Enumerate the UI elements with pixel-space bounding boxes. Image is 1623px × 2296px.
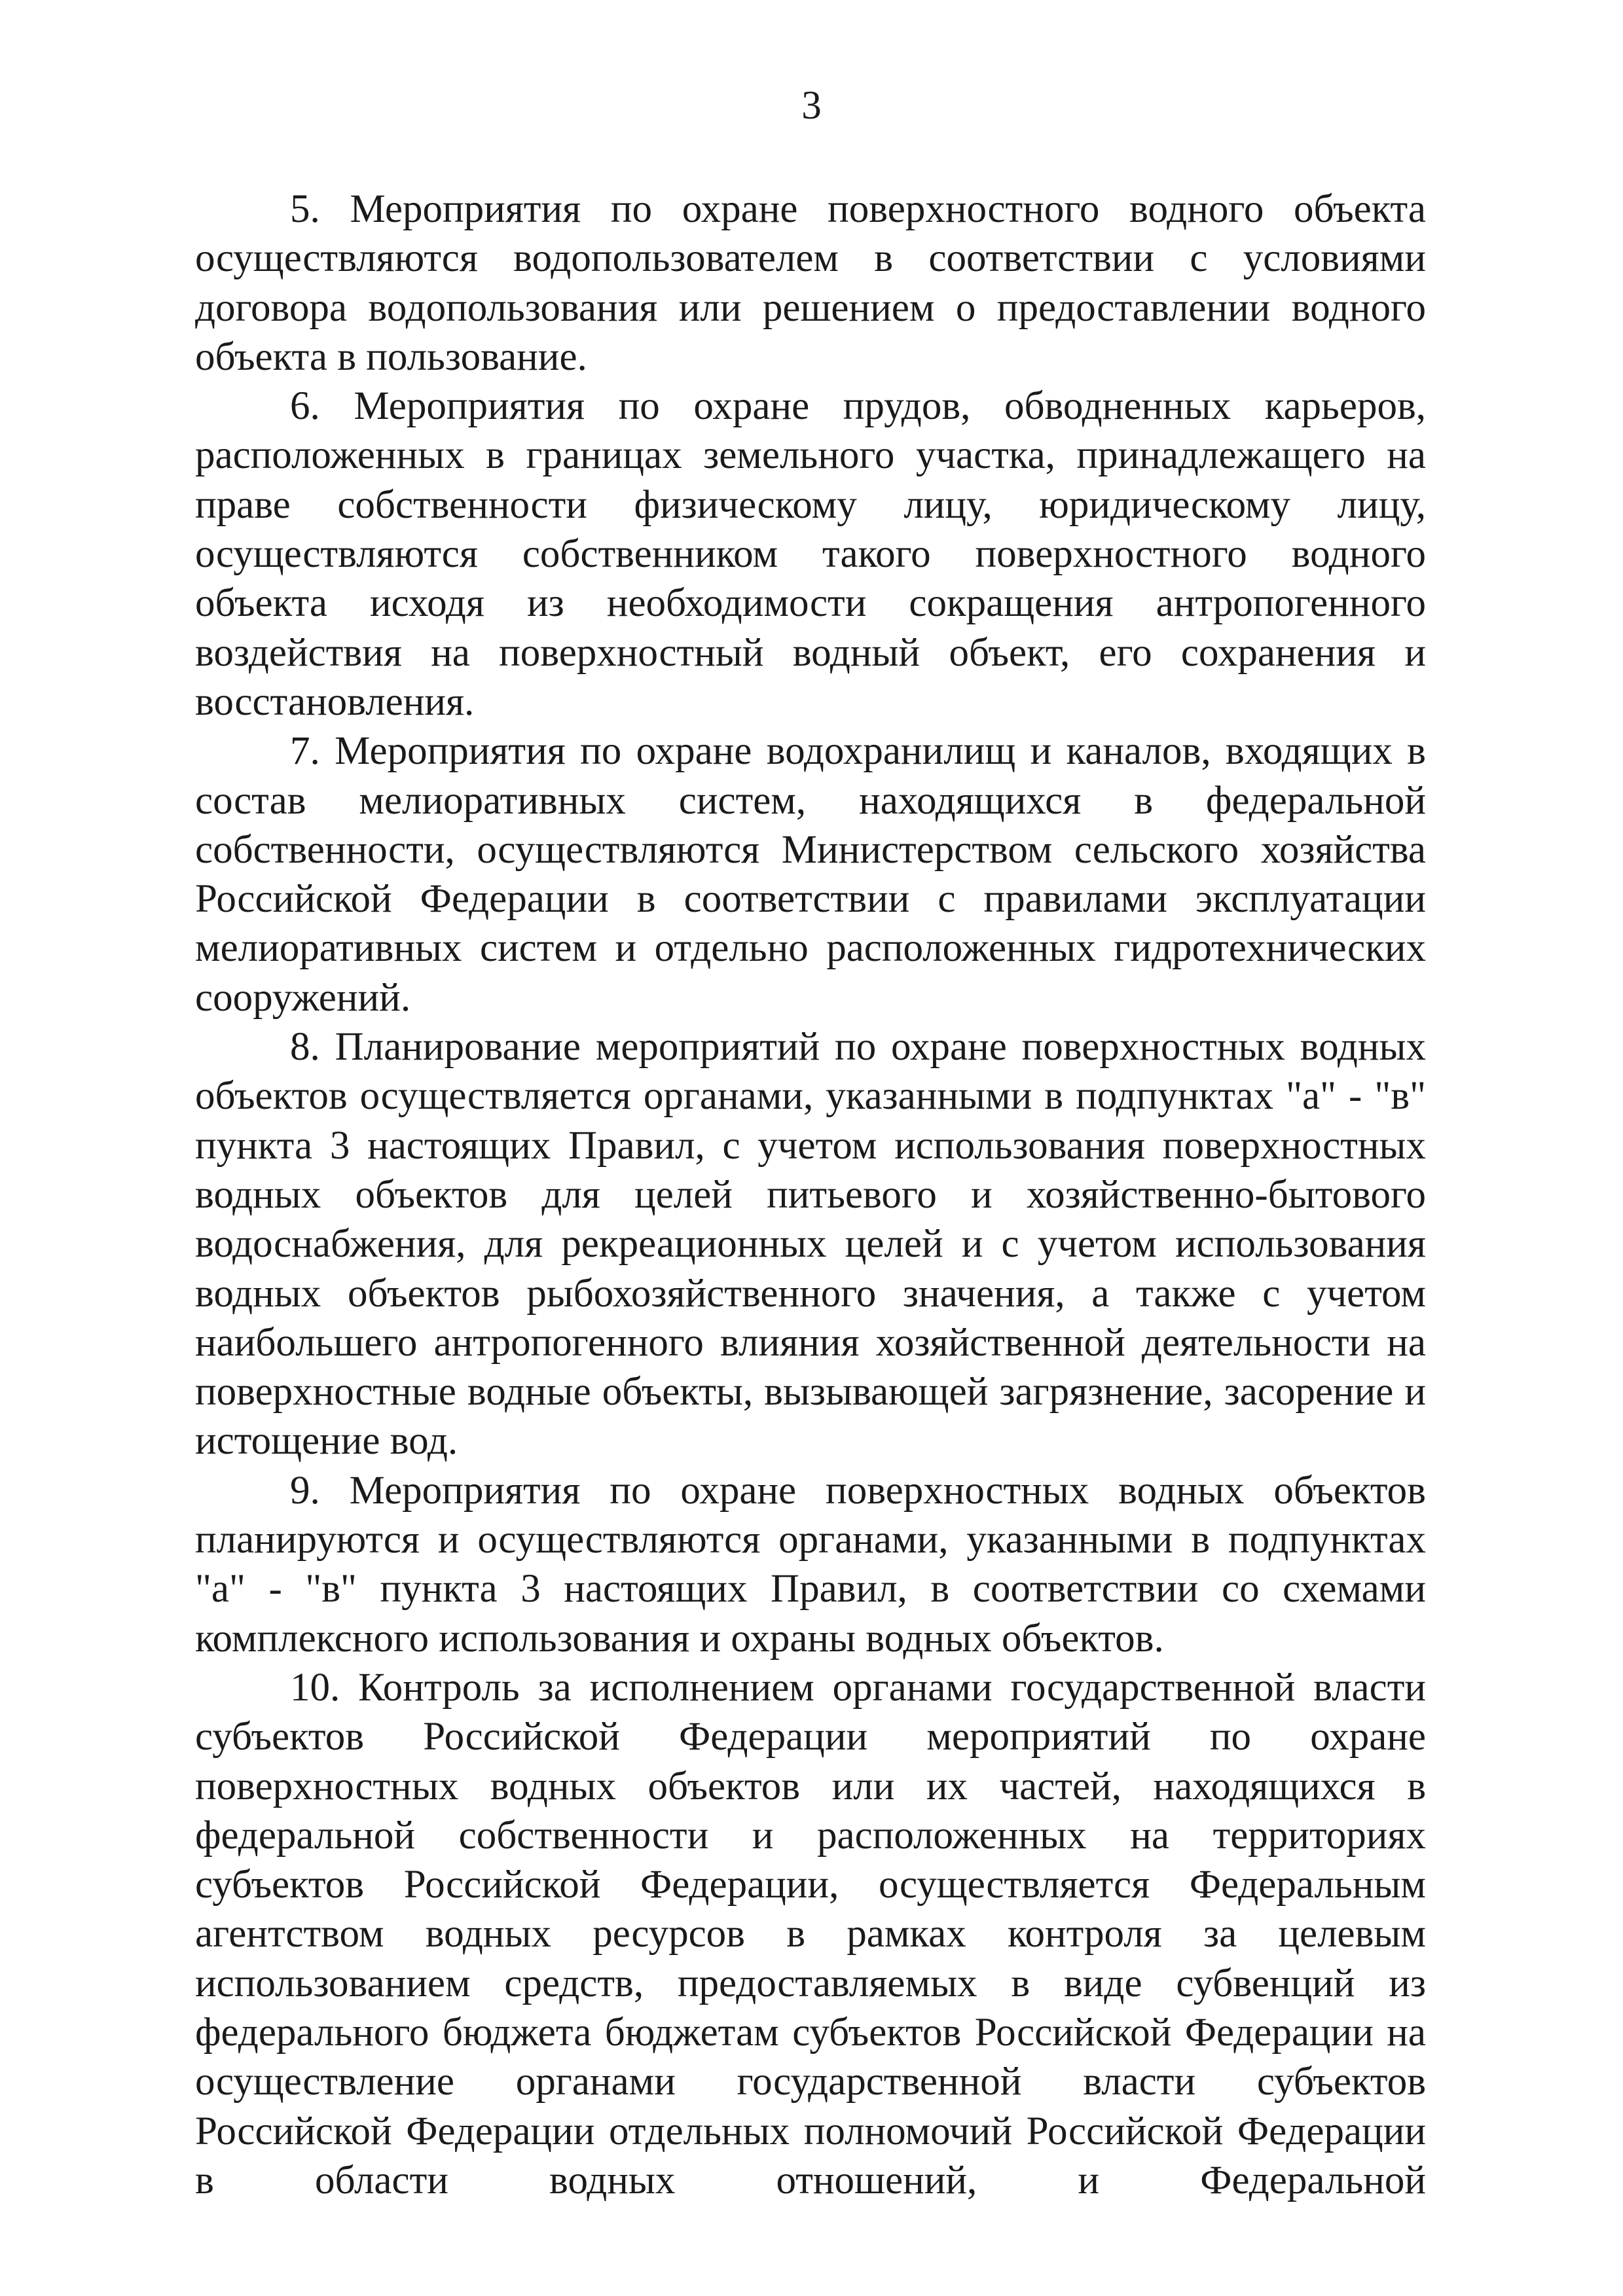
paragraph-9: 9. Мероприятия по охране поверхностных водных объектов планируются и осуществляются органами, указанными в подпунктах "а" - "в" пункта 3 настоящих Правил, в соответствии со схемами комплексного использования и охраны водных объектов. (195, 1468, 1426, 1660)
paragraph-6: 6. Мероприятия по охране прудов, обводненных карьеров, расположенных в границах земельного участка, принадлежащего на праве собственности физическому лицу, юридическому лицу, осуществляются собственником такого поверхностного водного объекта исходя из необходимости сокращения антропогенного воздействия на поверхностный водный объект, его сохранения и восстановления. (195, 384, 1426, 724)
paragraph-7: 7. Мероприятия по охране водохранилищ и каналов, входящих в состав мелиоративных систем, находящихся в федеральной собственности, осуществляются Министерством сельского хозяйства Российской Федерации в соответствии с правилами эксплуатации мелиоративных систем и отдельно расположенных гидротехнических сооружений. (195, 729, 1426, 1020)
paragraph-8: 8. Планирование мероприятий по охране поверхностных водных объектов осуществляется органами, указанными в подпунктах "а" - "в" пункта 3 настоящих Правил, с учетом использования поверхностных водных объектов для целей питьевого и хозяйственно-бытового водоснабжения, для рекреационных целей и с учетом использования водных объектов рыбохозяйственного значения, а также с учетом наибольшего антропогенного влияния хозяйственной деятельности на поверхностные водные объекты, вызывающей загрязнение, засорение и истощение вод. (195, 1025, 1426, 1463)
document-body (195, 185, 1426, 2205)
page-number: 3 (801, 84, 822, 128)
paragraph-10: 10. Контроль за исполнением органами государственной власти субъектов Российской Федерации мероприятий по охране поверхностных водных объектов или их частей, находящихся в федеральной собственности и расположенных на территориях субъектов Российской Федерации, осуществляется Федеральным агентством водных ресурсов в рамках контроля за целевым использованием средств, предоставляемых в виде субвенций из федерального бюджета бюджетам субъектов Российской Федерации на осуществление органами государственной власти субъектов Российской Федерации отдельных полномочий Российской Федерации в области водных отношений, и Федеральной (195, 1665, 1426, 2202)
paragraph-5: 5. Мероприятия по охране поверхностного водного объекта осуществляются водопользователем в соответствии с условиями договора водопользования или решением о предоставлении водного объекта в пользование. (195, 187, 1426, 379)
